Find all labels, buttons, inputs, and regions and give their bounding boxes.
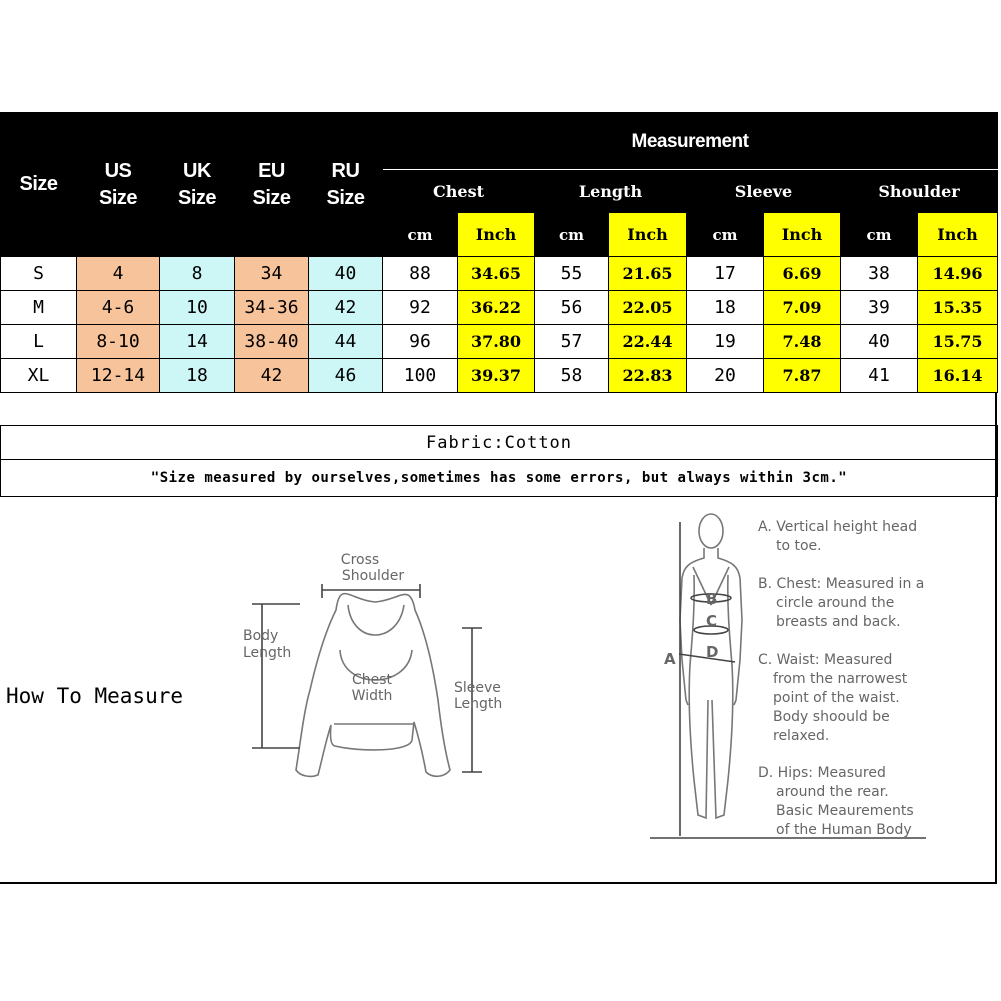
note-c-line5: relaxed. <box>773 728 830 744</box>
sleeve-cm-cell: 19 <box>687 325 764 359</box>
note-d-line4: of the Human Body <box>776 822 912 838</box>
size-cell: S <box>1 257 77 291</box>
measurement-header: Measurement <box>383 113 998 170</box>
note-c-line1: C. Waist: Measured <box>758 652 893 668</box>
table-row <box>1 359 998 393</box>
length-cm-cell: 57 <box>535 325 609 359</box>
chest-cm-cell: 100 <box>383 359 458 393</box>
measurement-note: "Size measured by ourselves,sometimes has some errors, but always within 3cm." <box>1 460 998 497</box>
letter-a: A <box>664 650 676 668</box>
eu-size-cell: 38-40 <box>235 325 309 359</box>
note-b-line1: B. Chest: Measured in a <box>758 576 925 592</box>
sleeve-inch-header: Inch <box>764 213 841 257</box>
size-cell: XL <box>1 359 77 393</box>
length-cm-cell: 55 <box>535 257 609 291</box>
size-chart-table <box>0 112 998 497</box>
chest-inch-cell: 36.22 <box>458 291 535 325</box>
spacer-row <box>1 393 998 426</box>
uk-size-cell: 14 <box>160 325 235 359</box>
fabric-row <box>1 426 998 460</box>
shoulder-inch-cell: 15.35 <box>918 291 998 325</box>
eu-size-cell: 34-36 <box>235 291 309 325</box>
us-size-cell: 12-14 <box>77 359 160 393</box>
ru-size-header: RU Size <box>309 113 383 257</box>
length-inch-cell: 22.05 <box>609 291 687 325</box>
note-d-line2: around the rear. <box>776 784 889 800</box>
shoulder-header: Shoulder <box>841 170 998 213</box>
note-c-line4: Body shoould be <box>773 709 890 725</box>
sleeve-cm-cell: 17 <box>687 257 764 291</box>
fabric-text: Fabric:Cotton <box>1 426 998 460</box>
body-label-line2: Length <box>243 645 292 661</box>
shoulder-cm-cell: 41 <box>841 359 918 393</box>
ru-size-cell: 42 <box>309 291 383 325</box>
length-inch-cell: 21.65 <box>609 257 687 291</box>
table-row <box>1 325 998 359</box>
us-size-cell: 4 <box>77 257 160 291</box>
shoulder-inch-cell: 16.14 <box>918 359 998 393</box>
chest-label-line1: Chest <box>351 672 393 688</box>
us-size-cell: 8-10 <box>77 325 160 359</box>
uk-size-cell: 18 <box>160 359 235 393</box>
letter-c: C <box>706 612 718 630</box>
shoulder-inch-cell: 15.75 <box>918 325 998 359</box>
cross-label-line2: Shoulder <box>341 568 405 584</box>
eu-size-cell: 42 <box>235 359 309 393</box>
eu-size-header: EU Size <box>235 113 309 257</box>
sleeve-cm-header: cm <box>687 213 764 257</box>
length-inch-cell: 22.83 <box>609 359 687 393</box>
chest-inch-cell: 34.65 <box>458 257 535 291</box>
note-d-line3: Basic Meaurements <box>776 803 914 819</box>
chest-cm-header: cm <box>383 213 458 257</box>
size-cell: L <box>1 325 77 359</box>
sleeve-cm-cell: 20 <box>687 359 764 393</box>
uk-size-header: UK Size <box>160 113 235 257</box>
size-cell: M <box>1 291 77 325</box>
sleeve-header: Sleeve <box>687 170 841 213</box>
note-row <box>1 460 998 497</box>
us-size-header: US Size <box>77 113 160 257</box>
cross-label-line1: Cross <box>340 552 380 568</box>
chest-label-line2: Width <box>351 688 393 704</box>
note-b-line2: circle around the <box>776 595 895 611</box>
sleeve-inch-cell: 7.87 <box>764 359 841 393</box>
letter-d: D <box>706 643 719 661</box>
note-a-line2: to toe. <box>776 538 822 554</box>
body-label-line1: Body <box>243 628 279 644</box>
note-a-line1: A. Vertical height head <box>758 519 918 535</box>
sleeve-cm-cell: 18 <box>687 291 764 325</box>
ru-size-cell: 40 <box>309 257 383 291</box>
size-header: Size <box>1 113 77 257</box>
how-to-measure-label: How To Measure <box>6 684 184 708</box>
uk-size-cell: 8 <box>160 257 235 291</box>
sleeve-label-line2: Length <box>454 696 503 712</box>
length-inch-header: Inch <box>609 213 687 257</box>
ru-size-cell: 46 <box>309 359 383 393</box>
sleeve-label-line1: Sleeve <box>454 680 501 696</box>
note-c-line3: point of the waist. <box>773 690 900 706</box>
sleeve-inch-cell: 7.09 <box>764 291 841 325</box>
table-row <box>1 257 998 291</box>
eu-size-cell: 34 <box>235 257 309 291</box>
chest-cm-cell: 96 <box>383 325 458 359</box>
ru-size-cell: 44 <box>309 325 383 359</box>
length-header: Length <box>535 170 687 213</box>
chest-cm-cell: 88 <box>383 257 458 291</box>
note-d-line1: D. Hips: Measured <box>758 765 886 781</box>
shoulder-cm-cell: 38 <box>841 257 918 291</box>
length-cm-cell: 58 <box>535 359 609 393</box>
length-cm-header: cm <box>535 213 609 257</box>
sleeve-inch-cell: 7.48 <box>764 325 841 359</box>
length-cm-cell: 56 <box>535 291 609 325</box>
chest-cm-cell: 92 <box>383 291 458 325</box>
chest-inch-header: Inch <box>458 213 535 257</box>
chest-inch-cell: 39.37 <box>458 359 535 393</box>
us-size-cell: 4-6 <box>77 291 160 325</box>
shoulder-inch-cell: 14.96 <box>918 257 998 291</box>
uk-size-cell: 10 <box>160 291 235 325</box>
shoulder-cm-cell: 39 <box>841 291 918 325</box>
shoulder-inch-header: Inch <box>918 213 998 257</box>
length-inch-cell: 22.44 <box>609 325 687 359</box>
letter-b: B <box>706 590 718 608</box>
chest-inch-cell: 37.80 <box>458 325 535 359</box>
note-c-line2: from the narrowest <box>773 671 908 687</box>
chest-header: Chest <box>383 170 535 213</box>
note-b-line3: breasts and back. <box>776 614 901 630</box>
shoulder-cm-header: cm <box>841 213 918 257</box>
sleeve-inch-cell: 6.69 <box>764 257 841 291</box>
table-row <box>1 291 998 325</box>
shoulder-cm-cell: 40 <box>841 325 918 359</box>
